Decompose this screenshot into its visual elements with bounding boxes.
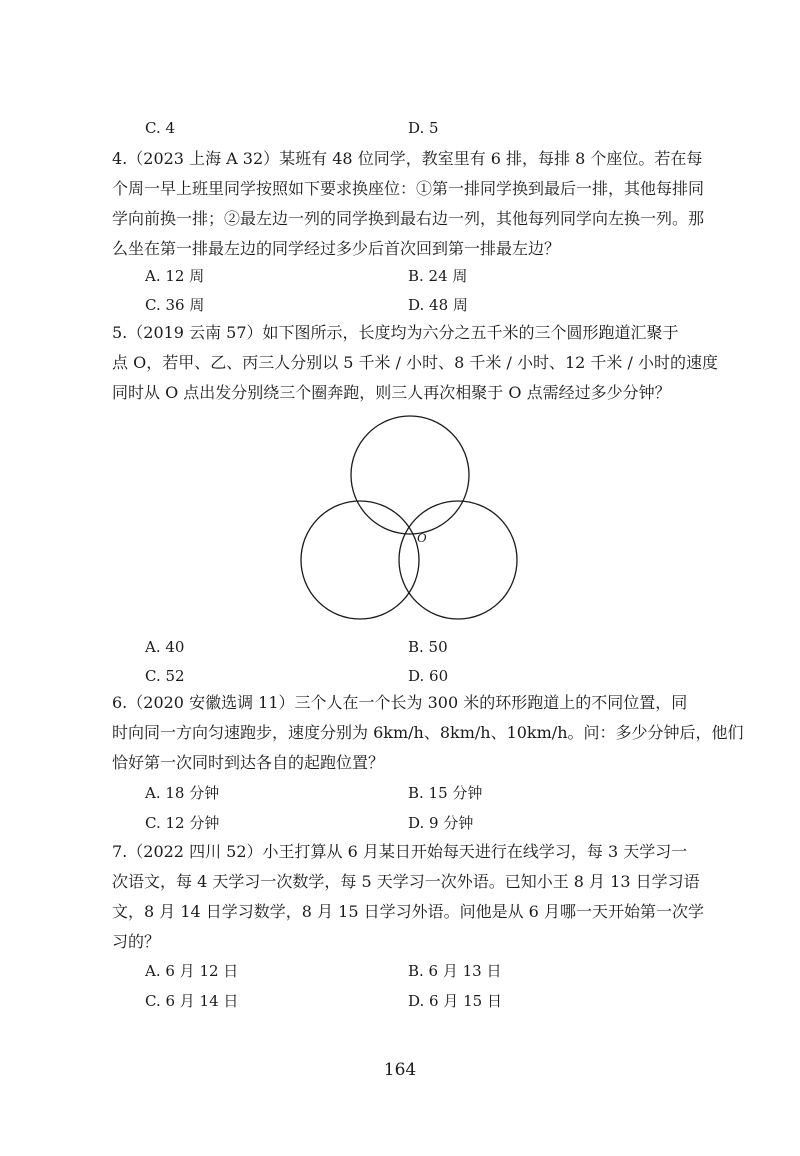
q6-option-b: B. 15 分钟 [408,784,483,802]
q4-line-1: 4.（2023 上海 A 32）某班有 48 位同学，教室里有 6 排，每排 8 个座位。若在每 [112,149,703,168]
q5-option-c: C. 52 [145,667,185,685]
q4-line-4: 么坐在第一排最左边的同学经过多少后首次回到第一排最左边？ [112,239,561,258]
q5-option-d: D. 60 [408,667,449,685]
q7-line-2: 次语文，每 4 天学习一次数学，每 5 天学习一次外语。已知小王 8 月 13 日学习语 [112,872,700,891]
q3-option-d: D. 5 [408,119,439,137]
q7-option-d: D. 6 月 15 日 [408,992,502,1010]
q5-option-b: B. 50 [408,638,448,656]
q5-line-3: 同时从 O 点出发分别绕三个圈奔跑，则三人再次相聚于 O 点需经过多少分钟？ [112,383,671,402]
q6-line-3: 恰好第一次同时到达各自的起跑位置？ [112,753,385,772]
q4-option-d: D. 48 周 [408,296,468,314]
page-number: 164 [383,1060,417,1080]
q6-option-c: C. 12 分钟 [145,814,220,832]
q5-line-2: 点 O，若甲、乙、丙三人分别以 5 千米 / 小时、8 千米 / 小时、12 千米 / 小时的速度 [112,353,718,372]
q6-line-2: 时向同一方向匀速跑步，速度分别为 6km/h、8km/h、10km/h。问：多少分钟后，他们 [112,723,744,742]
q6-option-d: D. 9 分钟 [408,814,474,832]
q7-option-b: B. 6 月 13 日 [408,962,502,980]
q7-option-c: C. 6 月 14 日 [145,992,239,1010]
left-circle [301,501,419,619]
q4-option-a: A. 12 周 [145,267,205,285]
q4-option-b: B. 24 周 [408,267,468,285]
top-circle [351,416,469,534]
q4-line-2: 个周一早上班里同学按照如下要求换座位：①第一排同学换到最后一排，其他每排同 [112,179,705,198]
three-circles-figure [290,405,530,630]
q6-option-a: A. 18 分钟 [145,784,220,802]
q7-option-a: A. 6 月 12 日 [145,962,239,980]
q4-line-3: 学向前换一排；②最左边一列的同学换到最右边一列，其他每列同学向左换一列。那 [112,209,705,228]
right-circle [399,501,517,619]
q5-line-1: 5.（2019 云南 57）如下图所示，长度均为六分之五千米的三个圆形跑道汇聚于 [112,323,679,342]
q7-line-3: 文，8 月 14 日学习数学，8 月 15 日学习外语。问他是从 6 月哪一天开始第一次学 [112,902,704,921]
q5-option-a: A. 40 [145,638,185,656]
q3-option-c: C. 4 [145,119,176,137]
q7-line-1: 7.（2022 四川 52）小王打算从 6 月某日开始每天进行在线学习，每 3 天学习一 [112,842,688,861]
q6-line-1: 6.（2020 安徽选调 11）三个人在一个长为 300 米的环形跑道上的不同位置，同 [112,693,688,712]
q4-option-c: C. 36 周 [145,296,205,314]
point-o-label: O [417,530,427,545]
q7-line-4: 习的？ [112,932,161,951]
three-circles-diagram [290,405,530,630]
